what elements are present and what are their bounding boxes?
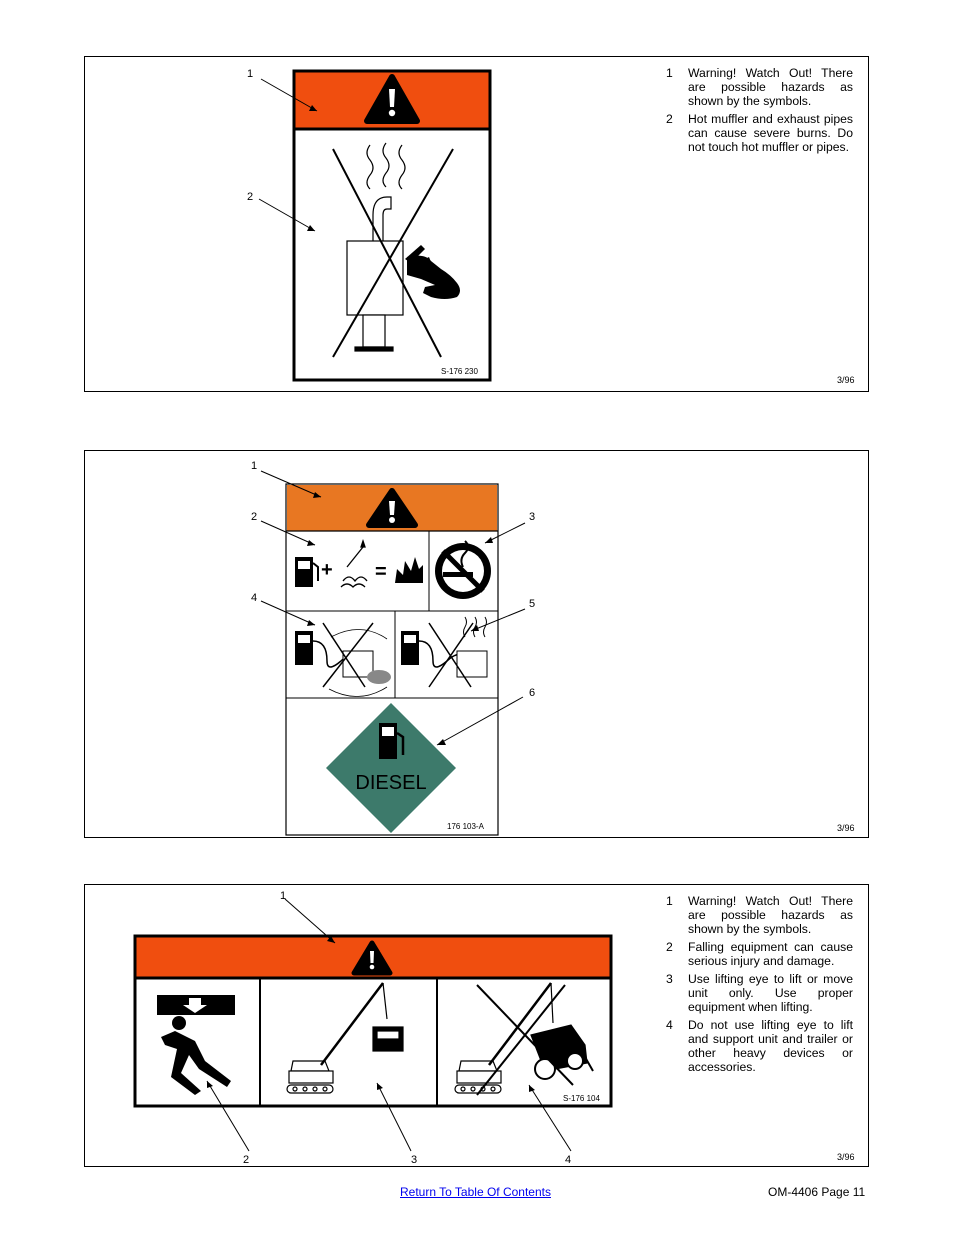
page-number: OM-4406 Page 11	[768, 1185, 866, 1199]
callout-number: 1	[247, 68, 254, 80]
fuel-hazard-warning-label	[85, 451, 870, 839]
callout-number: 1	[280, 890, 287, 902]
list-item: 2 Hot muffler and exhaust pipes can cause severe burns. Do not touch hot muffler or pipes.	[666, 112, 853, 154]
revision-date: 3/96	[837, 375, 855, 385]
callout-number: 2	[243, 1154, 250, 1166]
revision-date: 3/96	[837, 1152, 855, 1162]
callout-number: 2	[251, 511, 258, 523]
label-code: S-176 104	[563, 1094, 600, 1103]
callout-number: 4	[251, 592, 258, 604]
list-item: 1 Warning! Watch Out! There are possible hazards as shown by the symbols.	[666, 66, 853, 108]
callout-number: 6	[529, 687, 536, 699]
plus-sign: +	[321, 559, 333, 581]
callout-number: 3	[411, 1154, 418, 1166]
revision-date: 3/96	[837, 823, 855, 833]
return-to-toc-link[interactable]: Return To Table Of Contents	[400, 1185, 551, 1199]
list-item: 4 Do not use lifting eye to lift and support unit and trailer or other heavy devices or accessories.	[666, 1018, 853, 1074]
label-panel-fuel-hazard	[84, 450, 869, 838]
callout-number: 5	[529, 598, 536, 610]
callout-number: 4	[565, 1154, 572, 1166]
equals-sign: =	[375, 561, 387, 583]
label-code: S-176 230	[441, 367, 478, 376]
list-item: 3 Use lifting eye to lift or move unit only. Use proper equipment when lifting.	[666, 972, 853, 1014]
callout-number: 2	[247, 191, 254, 203]
label-panel-lifting	[84, 884, 869, 1167]
hazard-description-list	[666, 66, 853, 158]
list-item: 2 Falling equipment can cause serious injury and damage.	[666, 940, 853, 968]
list-item: 1 Warning! Watch Out! There are possible hazards as shown by the symbols.	[666, 894, 853, 936]
callout-number: 1	[251, 460, 258, 472]
label-code: 176 103-A	[447, 822, 484, 831]
label-panel-hot-muffler	[84, 56, 869, 392]
hazard-description-list	[666, 894, 853, 1078]
callout-number: 3	[529, 511, 536, 523]
diesel-label: DIESEL	[355, 772, 427, 794]
